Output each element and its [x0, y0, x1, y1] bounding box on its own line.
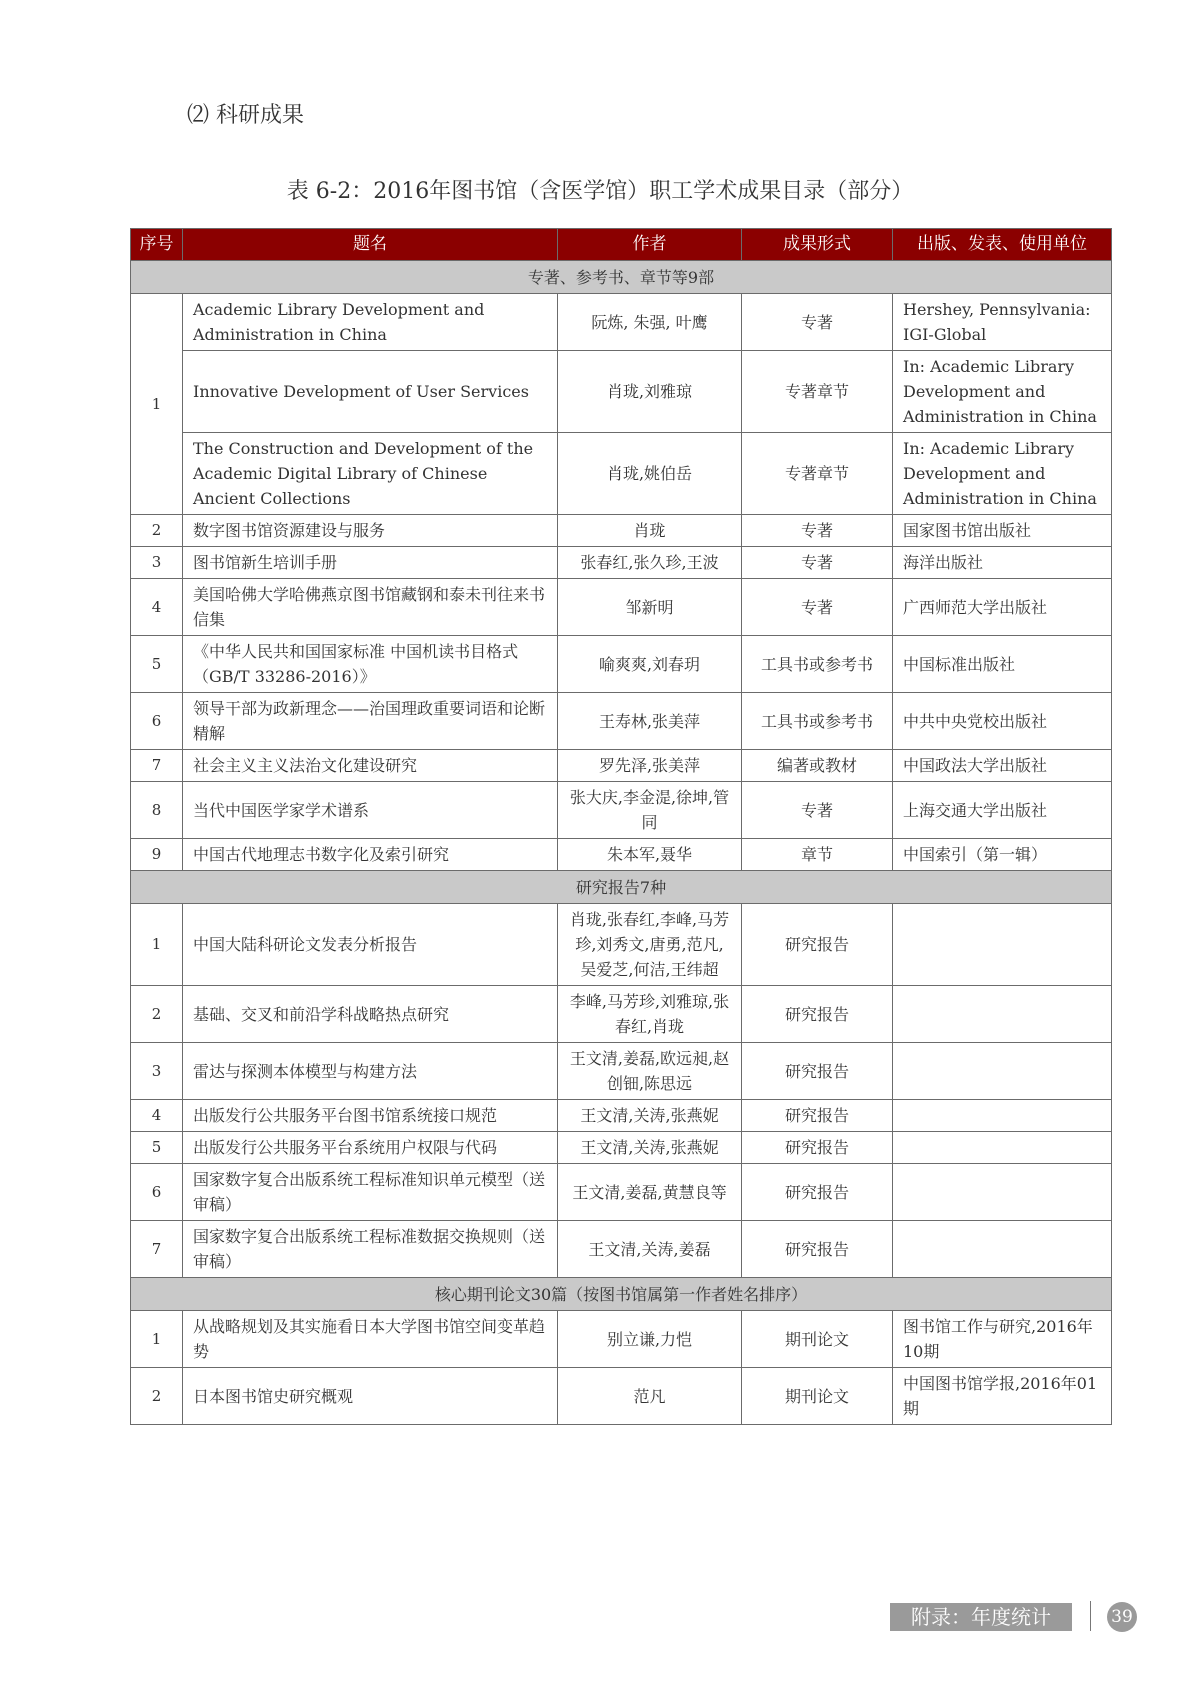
cell-author: 王文清,姜磊,黄慧良等: [558, 1164, 742, 1221]
footer-label: 附录：年度统计: [890, 1603, 1072, 1631]
section-row: [131, 871, 1112, 904]
header-form: 成果形式: [742, 229, 893, 261]
cell-author: 罗先泽,张美萍: [558, 750, 742, 782]
cell-publisher: 广西师范大学出版社: [893, 579, 1112, 636]
cell-publisher: [893, 1132, 1112, 1164]
cell-title: 当代中国医学家学术谱系: [183, 782, 558, 839]
header-title: 题名: [183, 229, 558, 261]
cell-author: 王文清,姜磊,欧远昶,赵创钿,陈思远: [558, 1043, 742, 1100]
cell-publisher: 海洋出版社: [893, 547, 1112, 579]
cell-publisher: In: Academic Library Development and Administration in China: [893, 351, 1112, 433]
cell-author: 邹新明: [558, 579, 742, 636]
cell-form: 工具书或参考书: [742, 636, 893, 693]
cell-form: 专著: [742, 547, 893, 579]
cell-publisher: Hershey, Pennsylvania: IGI-Global: [893, 294, 1112, 351]
section-title: 专著、参考书、章节等9部: [131, 261, 1112, 294]
cell-no: 2: [131, 1368, 183, 1425]
cell-author: 王文清,关涛,张燕妮: [558, 1132, 742, 1164]
table-row: [131, 1164, 1112, 1221]
table-row: [131, 1311, 1112, 1368]
table-row: [131, 433, 1112, 515]
cell-author: 肖珑,姚伯岳: [558, 433, 742, 515]
achievements-table: [130, 228, 1112, 1425]
cell-no: 7: [131, 1221, 183, 1278]
table-row: [131, 1368, 1112, 1425]
cell-no: 9: [131, 839, 183, 871]
cell-title: The Construction and Development of the Academic Digital Library of Chinese Ancient Collections: [183, 433, 558, 515]
cell-publisher: [893, 1221, 1112, 1278]
header-no: 序号: [131, 229, 183, 261]
cell-form: 专著: [742, 515, 893, 547]
cell-form: 研究报告: [742, 1132, 893, 1164]
table-row: [131, 839, 1112, 871]
cell-title: 领导干部为政新理念——治国理政重要词语和论断精解: [183, 693, 558, 750]
table-row: [131, 782, 1112, 839]
cell-form: 编著或教材: [742, 750, 893, 782]
cell-publisher: 中国索引（第一辑）: [893, 839, 1112, 871]
cell-form: 专著: [742, 579, 893, 636]
table-row: [131, 986, 1112, 1043]
page-number: 39: [1107, 1602, 1137, 1632]
cell-publisher: 图书馆工作与研究,2016年10期: [893, 1311, 1112, 1368]
table-row: [131, 1221, 1112, 1278]
table-row: [131, 693, 1112, 750]
cell-form: 研究报告: [742, 1100, 893, 1132]
cell-publisher: 中国图书馆学报,2016年01期: [893, 1368, 1112, 1425]
cell-publisher: 国家图书馆出版社: [893, 515, 1112, 547]
cell-no: 1: [131, 904, 183, 986]
table-row: [131, 904, 1112, 986]
cell-form: 专著章节: [742, 433, 893, 515]
cell-publisher: [893, 1164, 1112, 1221]
cell-author: 肖珑,张春红,李峰,马芳珍,刘秀文,唐勇,范凡,吴爱芝,何洁,王纬超: [558, 904, 742, 986]
cell-title: 基础、交叉和前沿学科战略热点研究: [183, 986, 558, 1043]
cell-form: 工具书或参考书: [742, 693, 893, 750]
cell-author: 肖珑: [558, 515, 742, 547]
cell-author: 王文清,关涛,张燕妮: [558, 1100, 742, 1132]
cell-author: 别立谦,力恺: [558, 1311, 742, 1368]
table-row: [131, 294, 1112, 351]
table-row: [131, 750, 1112, 782]
section-heading: ⑵ 科研成果: [187, 103, 304, 128]
cell-title: 数字图书馆资源建设与服务: [183, 515, 558, 547]
cell-author: 朱本军,聂华: [558, 839, 742, 871]
cell-publisher: 中国政法大学出版社: [893, 750, 1112, 782]
cell-no: 5: [131, 636, 183, 693]
cell-no: 4: [131, 579, 183, 636]
cell-title: 《中华人民共和国国家标准 中国机读书目格式（GB/T 33286-2016）》: [183, 636, 558, 693]
cell-title: 社会主义主义法治文化建设研究: [183, 750, 558, 782]
cell-form: 研究报告: [742, 1043, 893, 1100]
section-row: [131, 261, 1112, 294]
table-row: [131, 579, 1112, 636]
cell-form: 专著: [742, 294, 893, 351]
table-header-row: [131, 229, 1112, 261]
table-row: [131, 636, 1112, 693]
cell-author: 李峰,马芳珍,刘雅琼,张春红,肖珑: [558, 986, 742, 1043]
cell-publisher: 上海交通大学出版社: [893, 782, 1112, 839]
cell-form: 研究报告: [742, 904, 893, 986]
cell-publisher: [893, 986, 1112, 1043]
cell-no: 4: [131, 1100, 183, 1132]
section-row: [131, 1278, 1112, 1311]
section-title: 研究报告7种: [131, 871, 1112, 904]
table-row: [131, 547, 1112, 579]
cell-form: 研究报告: [742, 1164, 893, 1221]
cell-form: 研究报告: [742, 986, 893, 1043]
cell-author: 王文清,关涛,姜磊: [558, 1221, 742, 1278]
cell-author: 范凡: [558, 1368, 742, 1425]
cell-no: 1: [131, 1311, 183, 1368]
table-row: [131, 1100, 1112, 1132]
cell-author: 阮炼, 朱强, 叶鹰: [558, 294, 742, 351]
cell-form: 期刊论文: [742, 1311, 893, 1368]
cell-author: 肖珑,刘雅琼: [558, 351, 742, 433]
cell-no: 3: [131, 1043, 183, 1100]
cell-no: 2: [131, 515, 183, 547]
cell-title: 出版发行公共服务平台系统用户权限与代码: [183, 1132, 558, 1164]
cell-title: 雷达与探测本体模型与构建方法: [183, 1043, 558, 1100]
cell-title: 中国古代地理志书数字化及索引研究: [183, 839, 558, 871]
cell-form: 专著章节: [742, 351, 893, 433]
table-row: [131, 351, 1112, 433]
cell-no: 1: [131, 294, 183, 515]
cell-title: 图书馆新生培训手册: [183, 547, 558, 579]
cell-title: 国家数字复合出版系统工程标准知识单元模型（送审稿）: [183, 1164, 558, 1221]
cell-publisher: [893, 1043, 1112, 1100]
cell-author: 喻爽爽,刘春玥: [558, 636, 742, 693]
cell-author: 张春红,张久珍,王波: [558, 547, 742, 579]
cell-author: 王寿林,张美萍: [558, 693, 742, 750]
cell-no: 6: [131, 693, 183, 750]
cell-publisher: [893, 1100, 1112, 1132]
cell-no: 2: [131, 986, 183, 1043]
table-row: [131, 1132, 1112, 1164]
cell-no: 5: [131, 1132, 183, 1164]
cell-no: 7: [131, 750, 183, 782]
cell-no: 6: [131, 1164, 183, 1221]
header-author: 作者: [558, 229, 742, 261]
table-row: [131, 1043, 1112, 1100]
cell-title: 中国大陆科研论文发表分析报告: [183, 904, 558, 986]
cell-title: 美国哈佛大学哈佛燕京图书馆藏钢和泰未刊往来书信集: [183, 579, 558, 636]
cell-title: Innovative Development of User Services: [183, 351, 558, 433]
cell-form: 专著: [742, 782, 893, 839]
cell-author: 张大庆,李金湜,徐坤,管同: [558, 782, 742, 839]
section-title: 核心期刊论文30篇（按图书馆属第一作者姓名排序）: [131, 1278, 1112, 1311]
cell-no: 3: [131, 547, 183, 579]
cell-publisher: [893, 904, 1112, 986]
table-caption: 表 6-2：2016年图书馆（含医学馆）职工学术成果目录（部分）: [286, 179, 914, 204]
cell-title: 国家数字复合出版系统工程标准数据交换规则（送审稿）: [183, 1221, 558, 1278]
footer-divider: [1090, 1601, 1091, 1631]
table-body: [131, 261, 1112, 1425]
cell-publisher: 中国标准出版社: [893, 636, 1112, 693]
cell-title: 出版发行公共服务平台图书馆系统接口规范: [183, 1100, 558, 1132]
table-row: [131, 515, 1112, 547]
cell-title: 日本图书馆史研究概观: [183, 1368, 558, 1425]
cell-title: Academic Library Development and Administration in China: [183, 294, 558, 351]
cell-publisher: In: Academic Library Development and Administration in China: [893, 433, 1112, 515]
cell-title: 从战略规划及其实施看日本大学图书馆空间变革趋势: [183, 1311, 558, 1368]
cell-form: 研究报告: [742, 1221, 893, 1278]
cell-form: 章节: [742, 839, 893, 871]
header-publisher: 出版、发表、使用单位: [893, 229, 1112, 261]
cell-form: 期刊论文: [742, 1368, 893, 1425]
cell-no: 8: [131, 782, 183, 839]
cell-publisher: 中共中央党校出版社: [893, 693, 1112, 750]
